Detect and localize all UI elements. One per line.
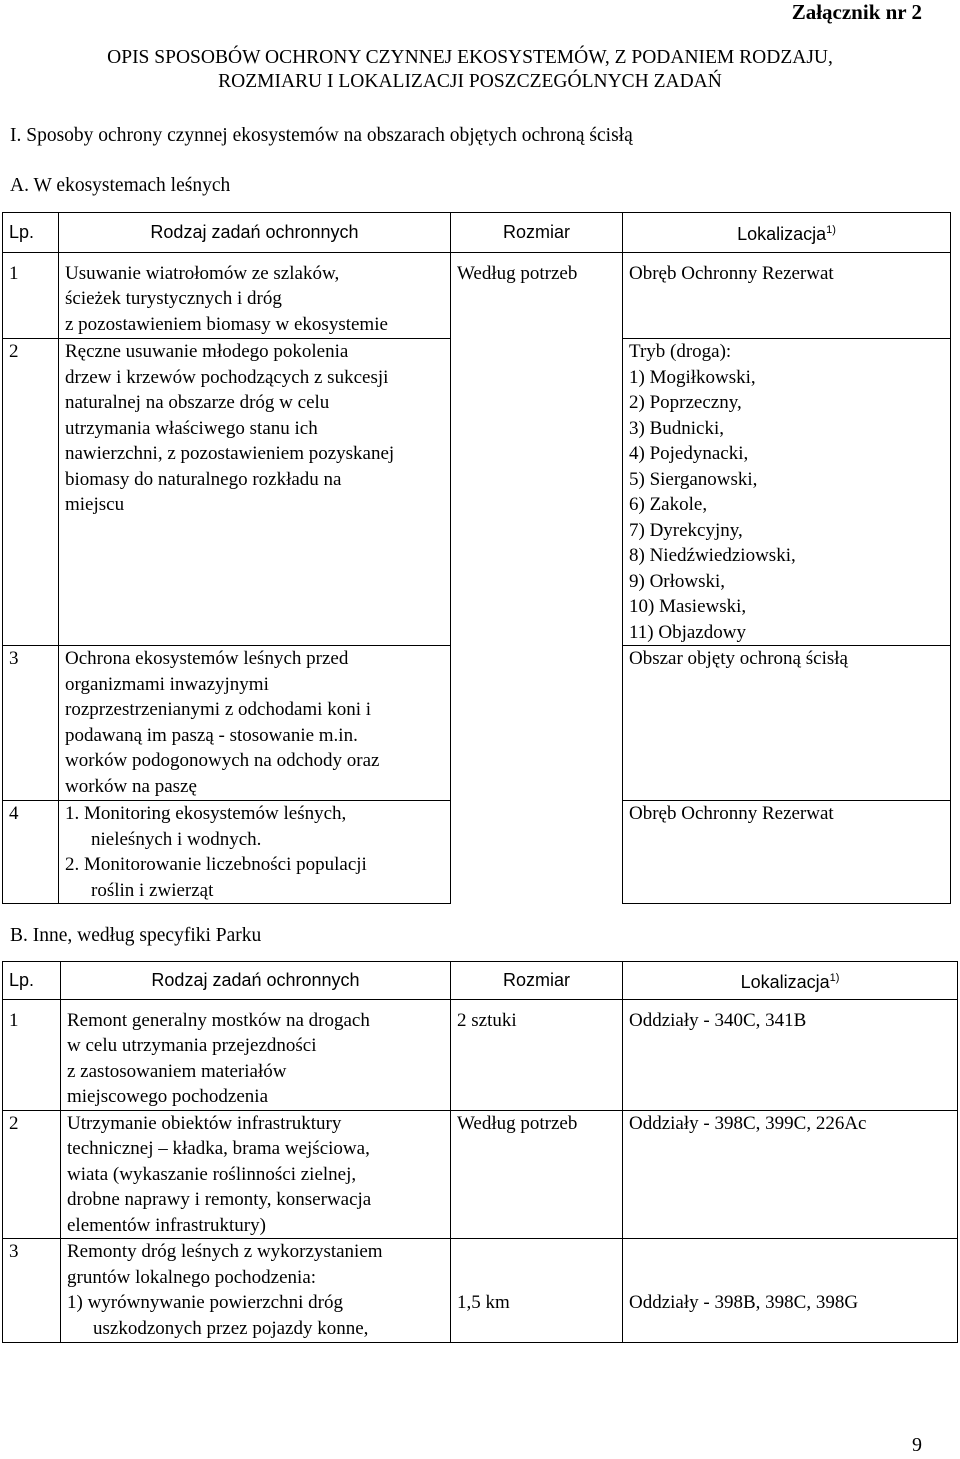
row-task: Remont generalny mostków na drogach w celu utrzymania przejezdności z zastosowaniem materiałów miejscowego pochodzenia xyxy=(61,1008,451,1111)
page-number: 9 xyxy=(912,1434,922,1456)
row-task: Utrzymanie obiektów infrastruktury technicznej – kładka, brama wejściowa, wiata (wykaszanie roślinności zielnej, drobne naprawy i remonty, konserwacja elementów infrastruktury) xyxy=(61,1110,451,1239)
section-i-heading: I. Sposoby ochrony czynnej ekosystemów na obszarach objętych ochroną ścisłą xyxy=(10,125,633,146)
section-b-heading: B. Inne, według specyfiki Parku xyxy=(10,925,262,946)
row-lp: 4 xyxy=(3,801,59,904)
row-location: Oddziały - 398B, 398C, 398G xyxy=(623,1239,958,1343)
section-a-heading: A. W ekosystemach leśnych xyxy=(10,175,231,196)
header-lokalizacja: Lokalizacja$^{1)}$ xyxy=(623,962,958,1000)
footnote-mark: 1) xyxy=(829,971,840,984)
table-b xyxy=(2,961,958,1343)
header-lokalizacja: Lokalizacja$^{1)}$ xyxy=(623,213,951,253)
title-line-2: ROZMIARU I LOKALIZACJI POSZCZEGÓLNYCH ZADAŃ xyxy=(218,71,722,92)
row-location: Obszar objęty ochroną ścisłą xyxy=(623,646,951,801)
row-task: 1. Monitoring ekosystemów leśnych, nieleśnych i wodnych. 2. Monitorowanie liczebności populacji roślin i zwierząt xyxy=(59,801,451,904)
header-rozmiar: Rozmiar xyxy=(451,213,623,253)
header-lp: Lp. xyxy=(3,213,59,253)
row-task: Ręczne usuwanie młodego pokolenia drzew i krzewów pochodzących z sukcesji naturalnej na obszarze dróg w celu utrzymania właściwego stanu ich nawierzchni, z pozostawieniem pozyskanej biomasy do naturalnego rozkładu na miejscu xyxy=(59,339,451,646)
title-line-1: OPIS SPOSOBÓW OCHRONY CZYNNEJ EKOSYSTEMÓW, Z PODANIEM RODZAJU, xyxy=(107,47,833,68)
header-lp: Lp. xyxy=(3,962,61,1000)
row-lp: 2 xyxy=(3,1110,61,1239)
annex-label: Załącznik nr 2 xyxy=(791,0,922,24)
table-row xyxy=(3,1008,958,1111)
row-task: Usuwanie wiatrołomów ze szlaków, ścieżek turystycznych i dróg z pozostawieniem biomasy w ekosystemie xyxy=(59,261,451,339)
row-lp: 3 xyxy=(3,1239,61,1343)
row-size: 2 sztuki xyxy=(451,1008,623,1111)
table-a xyxy=(2,212,951,904)
row-location: Oddziały - 398C, 399C, 226Ac xyxy=(623,1110,958,1239)
table-b-header-row xyxy=(3,962,958,1000)
table-row xyxy=(3,1110,958,1239)
row-size: Według potrzeb xyxy=(451,261,623,904)
row-size: 1,5 km xyxy=(451,1239,623,1343)
row-lp: 1 xyxy=(3,1008,61,1111)
header-rodzaj: Rodzaj zadań ochronnych xyxy=(61,962,451,1000)
footnote-mark: 1) xyxy=(826,223,836,236)
row-size: Według potrzeb xyxy=(451,1110,623,1239)
header-rozmiar: Rozmiar xyxy=(451,962,623,1000)
row-lp: 3 xyxy=(3,646,59,801)
row-location: Obręb Ochronny Rezerwat xyxy=(623,801,951,904)
document-title xyxy=(0,46,940,94)
row-task: Remonty dróg leśnych z wykorzystaniem gruntów lokalnego pochodzenia: 1) wyrównywanie powierzchni dróg uszkodzonych przez pojazdy konne, xyxy=(61,1239,451,1343)
row-task: Ochrona ekosystemów leśnych przed organizmami inwazyjnymi rozprzestrzenianymi z odchodami koni i podawaną im paszą - stosowanie m.in. worków podogonowych na odchody oraz worków na paszę xyxy=(59,646,451,801)
row-lp: 2 xyxy=(3,339,59,646)
row-location: Oddziały - 340C, 341B xyxy=(623,1008,958,1111)
row-location: Tryb (droga): 1) Mogiłkowski, 2) Poprzeczny, 3) Budnicki, 4) Pojedynacki, 5) Sierganowski, 6) Zakole, 7) Dyrekcyjny, 8) Niedźwiedziowski, 9) Orłowski, 10) Masiewski, 11) Objazdowy xyxy=(623,339,951,646)
table-a-header-row xyxy=(3,213,951,253)
row-lp: 1 xyxy=(3,261,59,339)
row-location: Obręb Ochronny Rezerwat xyxy=(623,261,951,339)
table-row xyxy=(3,261,951,339)
header-rodzaj: Rodzaj zadań ochronnych xyxy=(59,213,451,253)
table-row xyxy=(3,1239,958,1343)
